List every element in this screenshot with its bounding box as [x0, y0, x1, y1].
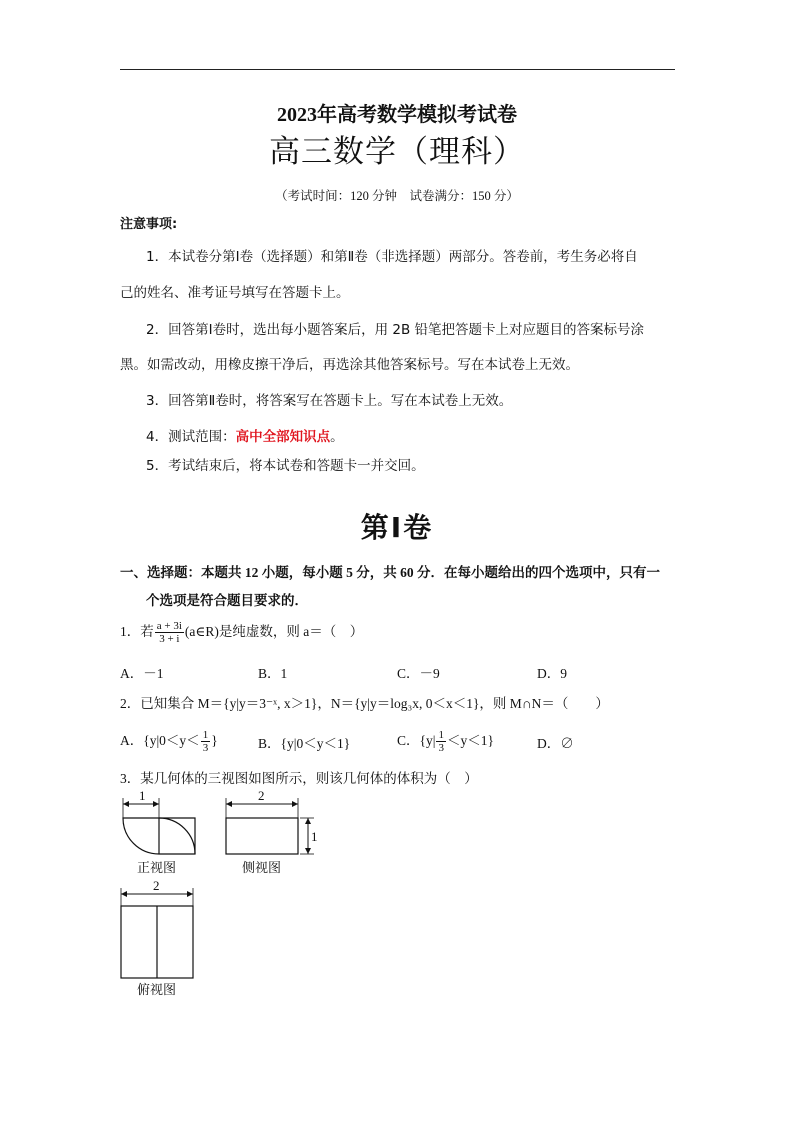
note-1-line-2: 己的姓名、准考证号填写在答题卡上。: [120, 285, 350, 301]
arrow-head: [153, 801, 159, 807]
option-label: A．: [120, 733, 144, 748]
note-4: [146, 425, 344, 445]
arrow-head: [305, 818, 311, 824]
option-text-end: }: [211, 733, 218, 748]
option-label: D．: [537, 736, 561, 751]
q1-prefix: 1．若: [120, 624, 154, 639]
arrow-head: [305, 848, 311, 854]
front-view-label: 正视图: [137, 860, 177, 875]
q2-a-fraction: [201, 729, 211, 754]
note-4-highlight: 高中全部知识点: [235, 429, 331, 445]
option-label: B．: [258, 666, 281, 681]
note-2-line-1: 2．回答第Ⅰ卷时，选出每小题答案后，用 2B 铅笔把答题卡上对应题目的答案标号涂: [146, 322, 645, 338]
note-1-line-1: 1．本试卷分第Ⅰ卷（选择题）和第Ⅱ卷（非选择题）两部分。答卷前，考生务必将自: [146, 249, 638, 265]
note-4-suffix: 。: [330, 429, 344, 445]
notes-title: 注意事项:: [120, 217, 178, 232]
q1-frac-den: 3 + i: [159, 633, 180, 646]
q1-option-d[interactable]: [537, 662, 567, 682]
question-2: 2．已知集合 M＝{y|y＝3⁻ˣ, x＞1}，N＝{y|y＝log₃x, 0＜x＜1}，则 M∩N＝（ ）: [120, 696, 609, 711]
q1-condition: (a∈R): [184, 624, 219, 639]
frac-num: 1: [202, 729, 209, 742]
front-view-figure: [115, 790, 205, 880]
option-text: －1: [143, 666, 164, 681]
q1-frac-num: a + 3i: [156, 620, 182, 633]
top-dim-top: 2: [153, 878, 160, 893]
exam-info: （考试时间：120 分钟 试卷满分：150 分）: [275, 189, 519, 203]
section-1-heading-line-1: 一、选择题：本题共 12 小题，每小题 5 分，共 60 分．在每小题给出的四个选项中，只有一: [120, 565, 660, 580]
top-view-label: 俯视图: [137, 982, 177, 997]
option-label: C．: [397, 733, 420, 748]
exam-title: 2023年高考数学模拟考试卷: [277, 104, 517, 126]
side-dim-right: 1: [311, 829, 318, 844]
q1-option-c[interactable]: [397, 662, 440, 682]
option-label: A．: [120, 666, 144, 681]
q2-option-c[interactable]: [397, 729, 494, 754]
q2-option-a[interactable]: [120, 729, 218, 754]
option-text: 9: [560, 666, 567, 681]
volume-title: 第Ⅰ卷: [360, 511, 434, 544]
q1-option-a[interactable]: [120, 662, 164, 682]
header-rule: [120, 69, 675, 70]
side-dim-top: 2: [258, 788, 265, 803]
note-2-line-2: 黑。如需改动，用橡皮擦干净后，再选涂其他答案标号。写在本试卷上无效。: [120, 357, 579, 373]
option-text-end: ＜y＜1}: [446, 733, 494, 748]
option-text: {y|: [419, 733, 436, 748]
arrow-head: [226, 801, 232, 807]
arrow-head: [187, 891, 193, 897]
front-dim-top: 1: [139, 788, 146, 803]
q2-option-b[interactable]: [258, 732, 350, 752]
side-view-figure: [220, 790, 330, 880]
note-3: 3．回答第Ⅱ卷时，将答案写在答题卡上。写在本试卷上无效。: [146, 393, 513, 409]
q1-option-b[interactable]: [258, 662, 287, 682]
side-view-label: 侧视图: [242, 860, 282, 875]
option-text: {y|0＜y＜1}: [280, 736, 351, 751]
option-text: ∅: [560, 736, 574, 751]
option-label: D．: [537, 666, 561, 681]
question-1: [120, 620, 363, 645]
q2-option-d[interactable]: [537, 732, 574, 752]
note-5: 5．考试结束后，将本试卷和答题卡一并交回。: [146, 458, 425, 474]
q1-suffix: 是纯虚数，则 a＝（ ）: [218, 624, 364, 639]
arrow-head: [121, 891, 127, 897]
option-text: －9: [419, 666, 440, 681]
side-view-rect: [226, 818, 298, 854]
section-1-heading-line-2: 个选项是符合题目要求的．: [146, 593, 308, 608]
option-text: 1: [280, 666, 288, 681]
option-label: B．: [258, 736, 281, 751]
note-4-prefix: 4．测试范围：: [146, 429, 236, 445]
frac-den: 3: [438, 742, 444, 755]
arrow-head: [292, 801, 298, 807]
top-view-figure: [115, 878, 215, 998]
exam-subtitle: 高三数学（理科）: [269, 134, 525, 170]
frac-num: 1: [438, 729, 444, 742]
question-3: 3．某几何体的三视图如图所示，则该几何体的体积为（ ）: [120, 771, 478, 786]
arrow-head: [123, 801, 129, 807]
option-text: {y|0＜y＜: [143, 733, 200, 748]
front-view-arc-right: [159, 818, 195, 854]
q1-fraction: [155, 620, 184, 645]
option-label: C．: [397, 666, 420, 681]
frac-den: 3: [202, 742, 209, 755]
q2-c-fraction: [436, 729, 446, 754]
